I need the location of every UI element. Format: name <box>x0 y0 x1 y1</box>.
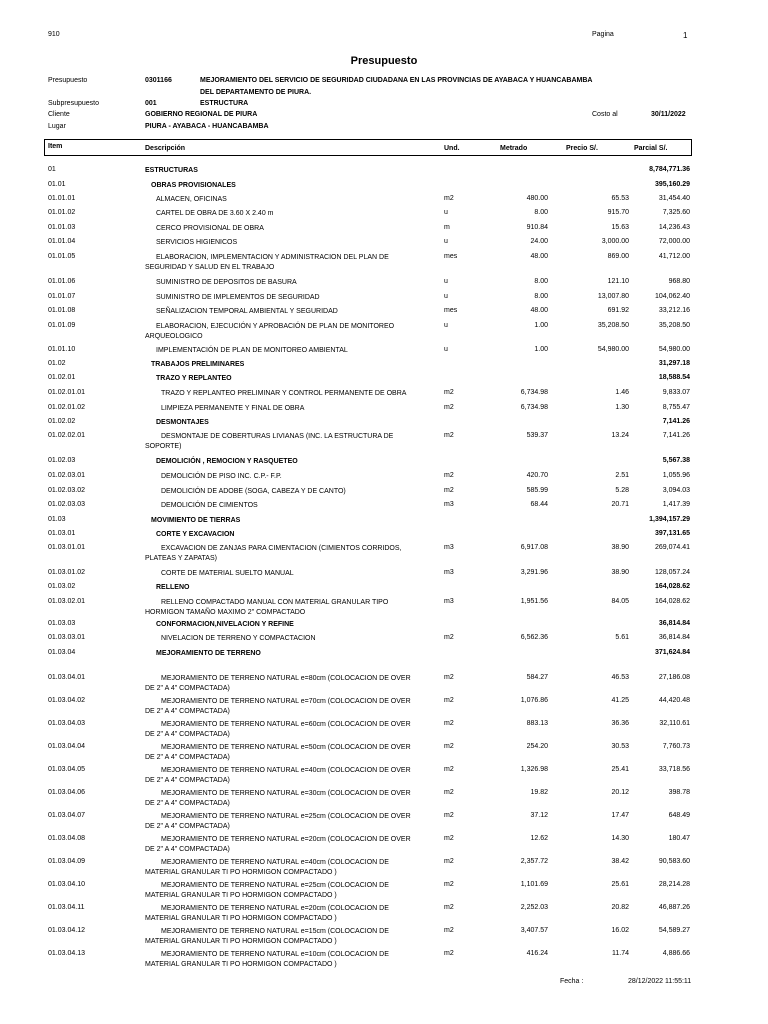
row-metrado: 8.00 <box>534 209 548 216</box>
row-description: ELABORACION, IMPLEMENTACION Y ADMINISTRACION DEL PLAN DE SEGURIDAD Y SALUD EN EL TRABAJO <box>145 254 389 271</box>
row-unit: m2 <box>444 743 454 750</box>
row-precio: 30.53 <box>611 743 629 750</box>
row-precio: 15.63 <box>611 224 629 231</box>
row-metrado: 3,407.57 <box>520 927 548 934</box>
row-metrado: 37.12 <box>530 812 548 819</box>
row-metrado: 6,917.08 <box>520 544 548 551</box>
row-parcial: 28,214.28 <box>658 881 690 888</box>
row-parcial: 14,236.43 <box>658 224 690 231</box>
row-description: MEJORAMIENTO DE TERRENO NATURAL e=10cm (COLOCACION DE MATERIAL GRANULAR TI PO HORMIGON COMPACTADO ) <box>145 951 389 968</box>
row-metrado: 6,734.98 <box>520 404 548 411</box>
row-metrado: 1.00 <box>534 346 548 353</box>
row-description: DESMONTAJE DE COBERTURAS LIVIANAS (INC. LA ESTRUCTURA DE SOPORTE) <box>145 433 394 450</box>
page-number: 1 <box>683 31 688 40</box>
row-parcial: 164,028.62 <box>654 598 690 605</box>
row-precio: 13,007.80 <box>597 293 629 300</box>
row-unit: mes <box>444 253 458 260</box>
row-item: 01.03.04 <box>48 649 76 656</box>
row-description: SUMINISTRO DE IMPLEMENTOS DE SEGURIDAD <box>156 294 320 301</box>
row-precio: 121.10 <box>607 278 629 285</box>
row-description: MEJORAMIENTO DE TERRENO <box>156 650 261 657</box>
row-metrado: 910.84 <box>526 224 548 231</box>
subpresupuesto-name: ESTRUCTURA <box>200 100 249 107</box>
row-unit: mes <box>444 307 458 314</box>
row-unit: m2 <box>444 858 454 865</box>
row-unit: u <box>444 293 448 300</box>
row-precio: 20.71 <box>611 501 629 508</box>
row-item: 01.02 <box>48 360 66 367</box>
row-unit: m2 <box>444 389 454 396</box>
col-parcial: Parcial S/. <box>634 145 668 152</box>
fecha-label: Fecha : <box>560 978 584 985</box>
row-item: 01.03.01.02 <box>48 569 85 576</box>
row-description: MEJORAMIENTO DE TERRENO NATURAL e=15cm (COLOCACION DE MATERIAL GRANULAR TI PO HORMIGON COMPACTADO ) <box>145 928 389 945</box>
row-parcial: 35,208.50 <box>658 322 690 329</box>
row-parcial: 104,062.40 <box>654 293 690 300</box>
row-item: 01 <box>48 166 56 173</box>
row-description: MEJORAMIENTO DE TERRENO NATURAL e=50cm (COLOCACION DE OVER DE 2" A 4" COMPACTADA) <box>145 744 411 761</box>
row-item: 01.03.04.13 <box>48 950 85 957</box>
row-item: 01.01.10 <box>48 346 76 353</box>
page-label: Pagina <box>592 31 614 38</box>
row-description: CORTE Y EXCAVACION <box>156 531 235 538</box>
row-description: ESTRUCTURAS <box>145 167 198 174</box>
row-unit: m2 <box>444 487 454 494</box>
row-unit: m2 <box>444 789 454 796</box>
row-unit: m3 <box>444 598 454 605</box>
row-parcial: 180.47 <box>668 835 690 842</box>
row-precio: 46.53 <box>611 674 629 681</box>
row-item: 01.02.03.03 <box>48 501 85 508</box>
row-description: CERCO PROVISIONAL DE OBRA <box>156 225 264 232</box>
row-description: MEJORAMIENTO DE TERRENO NATURAL e=25cm (COLOCACION DE MATERIAL GRANULAR TI PO HORMIGON COMPACTADO ) <box>145 882 389 899</box>
row-description: MEJORAMIENTO DE TERRENO NATURAL e=40cm (COLOCACION DE MATERIAL GRANULAR TI PO HORMIGON COMPACTADO ) <box>145 859 389 876</box>
row-parcial: 9,833.07 <box>662 389 690 396</box>
row-description: TRAZO Y REPLANTEO PRELIMINAR Y CONTROL PERMANENTE DE OBRA <box>161 390 407 397</box>
row-item: 01.01.07 <box>48 293 76 300</box>
row-description: MEJORAMIENTO DE TERRENO NATURAL e=30cm (COLOCACION DE OVER DE 2" A 4" COMPACTADA) <box>145 790 411 807</box>
row-precio: 5.61 <box>615 634 629 641</box>
row-description: MEJORAMIENTO DE TERRENO NATURAL e=25cm (COLOCACION DE OVER DE 2" A 4" COMPACTADA) <box>145 813 411 830</box>
row-item: 01.03.03 <box>48 620 76 627</box>
row-unit: m2 <box>444 634 454 641</box>
row-parcial: 18,588.54 <box>658 374 690 381</box>
row-description: LIMPIEZA PERMANENTE Y FINAL DE OBRA <box>161 405 305 412</box>
row-unit: m3 <box>444 501 454 508</box>
row-metrado: 883.13 <box>526 720 548 727</box>
row-parcial: 397,131.65 <box>654 530 690 537</box>
row-unit: m2 <box>444 812 454 819</box>
row-precio: 54,980.00 <box>597 346 629 353</box>
row-item: 01.03.04.11 <box>48 904 85 911</box>
subpresupuesto-code: 001 <box>145 100 157 107</box>
row-description: DEMOLICIÓN , REMOCION Y RASQUETEO <box>156 458 298 465</box>
row-item: 01.02.03.01 <box>48 472 85 479</box>
col-und: Und. <box>444 145 460 152</box>
row-item: 01.01.02 <box>48 209 76 216</box>
row-metrado: 19.82 <box>530 789 548 796</box>
row-description: NIVELACION DE TERRENO Y COMPACTACION <box>161 635 316 642</box>
row-precio: 2.51 <box>615 472 629 479</box>
row-description: MOVIMIENTO DE TIERRAS <box>151 517 241 524</box>
row-description: MEJORAMIENTO DE TERRENO NATURAL e=20cm (COLOCACION DE MATERIAL GRANULAR TI PO HORMIGON COMPACTADO ) <box>145 905 389 922</box>
row-precio: 17.47 <box>611 812 629 819</box>
row-description: MEJORAMIENTO DE TERRENO NATURAL e=60cm (COLOCACION DE OVER DE 2" A 4" COMPACTADA) <box>145 721 411 738</box>
row-metrado: 48.00 <box>530 253 548 260</box>
row-unit: m2 <box>444 835 454 842</box>
row-description: MEJORAMIENTO DE TERRENO NATURAL e=80cm (COLOCACION DE OVER DE 2" A 4" COMPACTADA) <box>145 675 411 692</box>
row-parcial: 968.80 <box>668 278 690 285</box>
row-item: 01.03.04.01 <box>48 674 85 681</box>
row-parcial: 54,589.27 <box>658 927 690 934</box>
lugar-value: PIURA - AYABACA - HUANCABAMBA <box>145 123 269 130</box>
row-unit: m2 <box>444 674 454 681</box>
row-parcial: 3,094.03 <box>662 487 690 494</box>
row-unit: m2 <box>444 950 454 957</box>
row-item: 01.01.09 <box>48 322 76 329</box>
row-item: 01.03.04.04 <box>48 743 85 750</box>
row-unit: u <box>444 346 448 353</box>
row-precio: 915.70 <box>607 209 629 216</box>
row-parcial: 46,887.26 <box>658 904 690 911</box>
row-item: 01.03.04.12 <box>48 927 85 934</box>
row-item: 01.02.01.02 <box>48 404 85 411</box>
row-item: 01.01.03 <box>48 224 76 231</box>
row-metrado: 8.00 <box>534 293 548 300</box>
row-description: CORTE DE MATERIAL SUELTO MANUAL <box>161 570 294 577</box>
row-metrado: 1,101.69 <box>520 881 548 888</box>
row-item: 01.02.02 <box>48 418 76 425</box>
presupuesto-desc-line2: DEL DEPARTAMENTO DE PIURA. <box>200 89 312 96</box>
row-parcial: 1,055.96 <box>662 472 690 479</box>
row-description: DEMOLICIÓN DE PISO INC. C.P.- F.P. <box>161 473 282 480</box>
row-metrado: 48.00 <box>530 307 548 314</box>
row-item: 01.03.04.05 <box>48 766 85 773</box>
col-item: Item <box>48 143 63 150</box>
row-item: 01.03.01 <box>48 530 76 537</box>
row-item: 01.02.03.02 <box>48 487 85 494</box>
row-description: ALMACEN, OFICINAS <box>156 196 227 203</box>
presupuesto-desc-line1: MEJORAMIENTO DEL SERVICIO DE SEGURIDAD CIUDADANA EN LAS PROVINCIAS DE AYABACA Y HUANCABAMBA <box>200 77 593 84</box>
row-metrado: 254.20 <box>526 743 548 750</box>
row-unit: m2 <box>444 720 454 727</box>
row-parcial: 398.78 <box>668 789 690 796</box>
row-parcial: 648.49 <box>668 812 690 819</box>
row-parcial: 7,760.73 <box>662 743 690 750</box>
row-precio: 691.92 <box>607 307 629 314</box>
row-item: 01.02.01 <box>48 374 76 381</box>
presupuesto-code: 0301166 <box>145 77 172 84</box>
row-description: TRAZO Y REPLANTEO <box>156 375 232 382</box>
row-precio: 14.30 <box>611 835 629 842</box>
row-metrado: 539.37 <box>526 432 548 439</box>
costo-label: Costo al <box>592 111 618 118</box>
costo-date: 30/11/2022 <box>651 111 686 118</box>
row-parcial: 128,057.24 <box>654 569 690 576</box>
row-unit: m2 <box>444 881 454 888</box>
row-parcial: 164,028.62 <box>654 583 690 590</box>
row-description: RELLENO COMPACTADO MANUAL CON MATERIAL GRANULAR TIPO HORMIGON TAMAÑO MAXIMO 2" COMPACTADO <box>145 599 389 616</box>
row-metrado: 584.27 <box>526 674 548 681</box>
row-metrado: 1,076.86 <box>520 697 548 704</box>
row-item: 01.01.06 <box>48 278 76 285</box>
row-item: 01.03.04.09 <box>48 858 85 865</box>
row-item: 01.03.02.01 <box>48 598 85 605</box>
row-item: 01.03.04.08 <box>48 835 85 842</box>
row-metrado: 6,734.98 <box>520 389 548 396</box>
row-parcial: 36,814.84 <box>658 620 690 627</box>
row-description: CONFORMACION,NIVELACION Y REFINE <box>156 621 294 628</box>
row-metrado: 3,291.96 <box>520 569 548 576</box>
row-unit: m2 <box>444 697 454 704</box>
row-precio: 84.05 <box>611 598 629 605</box>
row-precio: 13.24 <box>611 432 629 439</box>
row-unit: m2 <box>444 927 454 934</box>
fecha-value: 28/12/2022 11:55:11 <box>628 978 692 985</box>
row-metrado: 6,562.36 <box>520 634 548 641</box>
row-description: DEMOLICIÓN DE ADOBE (SOGA, CABEZA Y DE CANTO) <box>161 488 346 495</box>
page-code: 910 <box>48 31 60 38</box>
row-parcial: 31,454.40 <box>658 195 690 202</box>
row-parcial: 36,814.84 <box>658 634 690 641</box>
row-parcial: 32,110.61 <box>659 720 690 727</box>
row-parcial: 8,784,771.36 <box>649 166 690 173</box>
row-metrado: 416.24 <box>526 950 548 957</box>
row-item: 01.01.01 <box>48 195 76 202</box>
row-metrado: 68.44 <box>530 501 548 508</box>
row-item: 01.01.04 <box>48 238 76 245</box>
row-metrado: 12.62 <box>530 835 548 842</box>
row-parcial: 44,420.48 <box>658 697 690 704</box>
row-precio: 35,208.50 <box>597 322 629 329</box>
row-description: TRABAJOS PRELIMINARES <box>151 361 245 368</box>
row-item: 01.01 <box>48 181 66 188</box>
row-description: DESMONTAJES <box>156 419 209 426</box>
row-parcial: 269,074.41 <box>654 544 690 551</box>
row-parcial: 31,297.18 <box>658 360 690 367</box>
row-precio: 16.02 <box>611 927 629 934</box>
row-unit: m3 <box>444 569 454 576</box>
row-description: OBRAS PROVISIONALES <box>151 182 236 189</box>
row-precio: 20.82 <box>611 904 629 911</box>
row-metrado: 1.00 <box>534 322 548 329</box>
row-unit: m2 <box>444 904 454 911</box>
row-parcial: 7,141.26 <box>662 432 690 439</box>
cliente-value: GOBIERNO REGIONAL DE PIURA <box>145 111 258 118</box>
row-description: SUMINISTRO DE DEPOSITOS DE BASURA <box>156 279 297 286</box>
row-unit: u <box>444 278 448 285</box>
row-description: ELABORACION, EJECUCIÓN Y APROBACIÓN DE PLAN DE MONITOREO ARQUEOLOGICO <box>145 323 395 340</box>
row-item: 01.03.03.01 <box>48 634 85 641</box>
row-precio: 25.61 <box>611 881 629 888</box>
row-metrado: 1,951.56 <box>520 598 548 605</box>
row-precio: 11.74 <box>612 950 629 957</box>
row-description: MEJORAMIENTO DE TERRENO NATURAL e=40cm (COLOCACION DE OVER DE 2" A 4" COMPACTADA) <box>145 767 411 784</box>
row-precio: 3,000.00 <box>601 238 629 245</box>
cliente-label: Cliente <box>48 111 70 118</box>
row-unit: m2 <box>444 472 454 479</box>
row-precio: 869.00 <box>607 253 629 260</box>
row-parcial: 4,886.66 <box>662 950 690 957</box>
row-precio: 41.25 <box>611 697 629 704</box>
row-item: 01.01.08 <box>48 307 76 314</box>
row-parcial: 7,141.26 <box>662 418 690 425</box>
row-description: SEÑALIZACION TEMPORAL AMBIENTAL Y SEGURIDAD <box>156 308 338 315</box>
row-item: 01.02.01.01 <box>48 389 85 396</box>
row-description: SERVICIOS HIGIENICOS <box>156 239 238 246</box>
row-item: 01.03.01.01 <box>48 544 85 551</box>
row-item: 01.03 <box>48 516 66 523</box>
row-description: IMPLEMENTACIÓN DE PLAN DE MONITOREO AMBIENTAL <box>156 347 348 354</box>
row-description: DEMOLICIÓN DE CIMIENTOS <box>161 502 258 509</box>
page-title: Presupuesto <box>350 55 418 67</box>
row-parcial: 8,755.47 <box>662 404 690 411</box>
row-description: MEJORAMIENTO DE TERRENO NATURAL e=70cm (COLOCACION DE OVER DE 2" A 4" COMPACTADA) <box>145 698 411 715</box>
row-item: 01.03.04.06 <box>48 789 85 796</box>
row-item: 01.02.02.01 <box>48 432 85 439</box>
row-parcial: 33,718.56 <box>658 766 690 773</box>
row-parcial: 5,567.38 <box>662 457 690 464</box>
row-parcial: 54,980.00 <box>658 346 690 353</box>
row-unit: m <box>444 224 450 231</box>
row-parcial: 371,624.84 <box>654 649 690 656</box>
row-parcial: 33,212.16 <box>658 307 690 314</box>
row-unit: m2 <box>444 195 454 202</box>
row-metrado: 420.70 <box>526 472 548 479</box>
row-precio: 36.36 <box>611 720 629 727</box>
row-precio: 20.12 <box>611 789 629 796</box>
row-item: 01.03.02 <box>48 583 76 590</box>
row-parcial: 1,394,157.29 <box>649 516 690 523</box>
row-metrado: 2,252.03 <box>520 904 548 911</box>
row-item: 01.03.04.02 <box>48 697 85 704</box>
row-metrado: 2,357.72 <box>520 858 548 865</box>
row-unit: u <box>444 209 448 216</box>
row-parcial: 27,186.08 <box>658 674 690 681</box>
row-parcial: 90,583.60 <box>658 858 690 865</box>
row-description: CARTEL DE OBRA DE 3.60 X 2.40 m <box>156 210 274 217</box>
row-unit: m3 <box>444 544 454 551</box>
col-descripcion: Descripción <box>145 145 186 152</box>
row-precio: 38.90 <box>611 544 629 551</box>
subpresupuesto-label: Subpresupuesto <box>48 100 99 107</box>
row-unit: m2 <box>444 766 454 773</box>
row-unit: m2 <box>444 432 454 439</box>
row-precio: 38.90 <box>611 569 629 576</box>
row-parcial: 395,160.29 <box>654 181 690 188</box>
col-metrado: Metrado <box>500 145 528 152</box>
row-precio: 5.28 <box>615 487 629 494</box>
row-item: 01.03.04.10 <box>48 881 85 888</box>
row-metrado: 24.00 <box>530 238 548 245</box>
row-precio: 38.42 <box>611 858 629 865</box>
row-metrado: 480.00 <box>526 195 548 202</box>
row-precio: 1.46 <box>615 389 629 396</box>
row-parcial: 7,325.60 <box>662 209 690 216</box>
col-precio: Precio S/. <box>566 145 598 152</box>
row-unit: u <box>444 238 448 245</box>
row-metrado: 1,326.98 <box>520 766 548 773</box>
row-parcial: 1,417.39 <box>662 501 690 508</box>
row-precio: 1.30 <box>615 404 629 411</box>
row-item: 01.03.04.03 <box>48 720 85 727</box>
row-description: EXCAVACION DE ZANJAS PARA CIMENTACION (CIMIENTOS CORRIDOS, PLATEAS Y ZAPATAS) <box>145 545 402 562</box>
row-unit: m2 <box>444 404 454 411</box>
presupuesto-label: Presupuesto <box>48 77 88 84</box>
lugar-label: Lugar <box>48 123 66 130</box>
row-item: 01.02.03 <box>48 457 76 464</box>
row-parcial: 41,712.00 <box>658 253 690 260</box>
row-parcial: 72,000.00 <box>658 238 690 245</box>
row-item: 01.03.04.07 <box>48 812 85 819</box>
row-description: MEJORAMIENTO DE TERRENO NATURAL e=20cm (COLOCACION DE OVER DE 2" A 4" COMPACTADA) <box>145 836 411 853</box>
row-description: RELLENO <box>156 584 190 591</box>
row-metrado: 585.99 <box>526 487 548 494</box>
row-precio: 65.53 <box>611 195 629 202</box>
row-item: 01.01.05 <box>48 253 76 260</box>
row-unit: u <box>444 322 448 329</box>
row-precio: 25.41 <box>611 766 629 773</box>
row-metrado: 8.00 <box>534 278 548 285</box>
